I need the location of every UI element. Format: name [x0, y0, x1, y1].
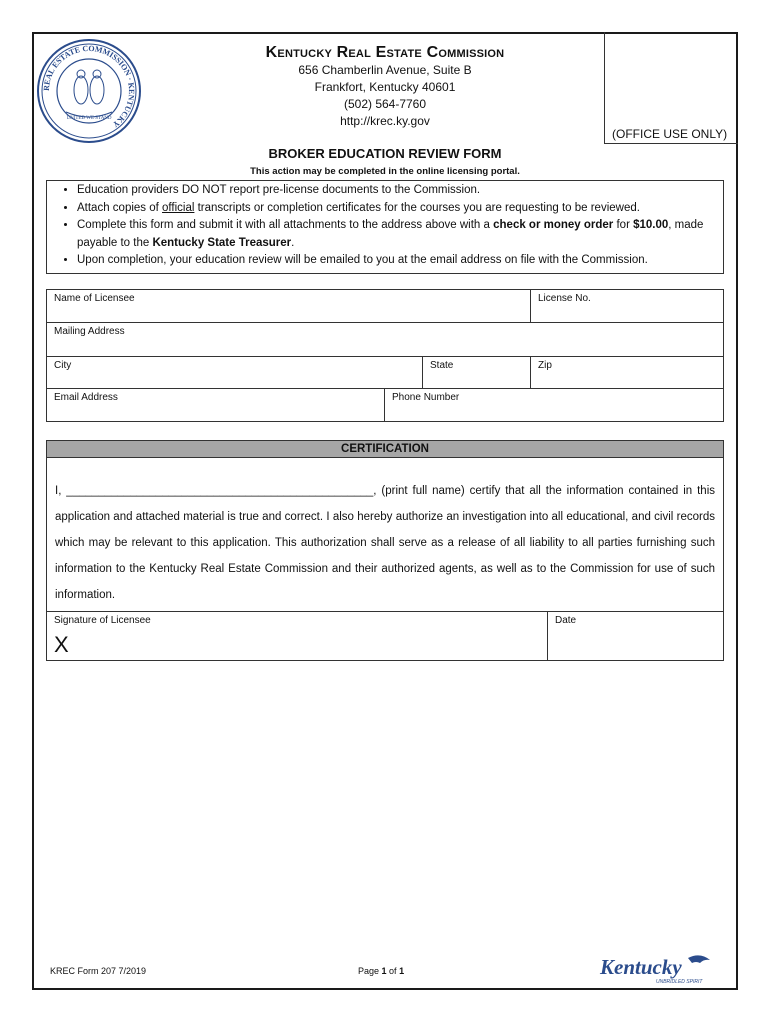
email-address-field[interactable] — [46, 388, 385, 422]
seal-outer-text: REAL ESTATE COMMISSION · KENTUCKY — [41, 43, 137, 130]
website-link[interactable]: http://krec.ky.gov — [340, 114, 430, 128]
page-number: Page 1 of 1 — [358, 966, 405, 976]
commission-seal — [36, 38, 142, 144]
address-line-1: 656 Chamberlin Avenue, Suite B — [298, 63, 472, 77]
kentucky-logo — [596, 950, 714, 986]
instructions-list — [46, 180, 724, 274]
kentucky-logo-tagline: UNBRIDLED SPIRIT — [656, 979, 703, 985]
name-of-licensee-label: Name of Licensee — [54, 293, 135, 304]
zip-field[interactable] — [530, 356, 724, 389]
kentucky-logo-text: Kentucky — [600, 955, 682, 979]
organization-header — [210, 44, 560, 130]
horse-icon — [688, 955, 710, 963]
instruction-item: • Complete this form and submit it with all attachments to the address above with a check or money order for $10.00, made payable to the Kentucky State Treasurer. — [77, 217, 723, 252]
address-line-2: Frankfort, Kentucky 40601 — [314, 80, 456, 94]
mailing-address-field[interactable] — [46, 322, 724, 357]
instruction-item: • Attach copies of official transcripts or completion certificates for the courses you are requesting to be reviewed. — [77, 200, 723, 218]
organization-name: Kentucky Real Estate Commission — [265, 44, 505, 61]
certification-header: CERTIFICATION — [46, 440, 724, 458]
name-of-licensee-field[interactable] — [46, 289, 531, 323]
state-label: State — [430, 360, 454, 371]
state-field[interactable] — [422, 356, 531, 389]
phone-number-label: Phone Number — [392, 392, 460, 403]
seal-inner-text: UNITED WE STAND — [66, 116, 112, 121]
email-address-label: Email Address — [54, 392, 118, 403]
date-field[interactable] — [547, 611, 724, 661]
signature-field[interactable] — [46, 611, 548, 661]
signature-label: Signature of Licensee — [54, 615, 151, 626]
date-label: Date — [555, 615, 577, 626]
license-number-label: License No. — [538, 293, 591, 304]
form-title: BROKER EDUCATION REVIEW FORM — [268, 146, 502, 161]
phone-number: (502) 564-7760 — [343, 97, 427, 111]
signature-mark: X — [54, 632, 69, 657]
zip-label: Zip — [538, 360, 552, 371]
license-number-field[interactable] — [530, 289, 724, 323]
form-id: KREC Form 207 7/2019 — [50, 966, 147, 976]
mailing-address-label: Mailing Address — [54, 326, 125, 337]
office-use-label: (OFFICE USE ONLY) — [612, 127, 728, 141]
city-field[interactable] — [46, 356, 423, 389]
form-subtitle: This action may be completed in the online licensing portal. — [250, 166, 520, 177]
phone-number-field[interactable] — [384, 388, 724, 422]
instruction-item: • Upon completion, your education review will be emailed to you at the email address on file with the Commission. — [77, 252, 723, 270]
city-label: City — [54, 360, 72, 371]
instruction-item: • Education providers DO NOT report pre-license documents to the Commission. — [77, 182, 723, 200]
certification-text: I, ________________________________________________, (print full name) certify that all the information contained in this application and attached material is true and correct. I also hereby authorize an investigation into all educational, and civil records which may be relevant to this application. This authorization shall serve as a release of all liability to all parties furnishing such information to the Kentucky Real Estate Commission and their authorized agents, as well as to the Commission for use of such information. — [46, 458, 724, 612]
